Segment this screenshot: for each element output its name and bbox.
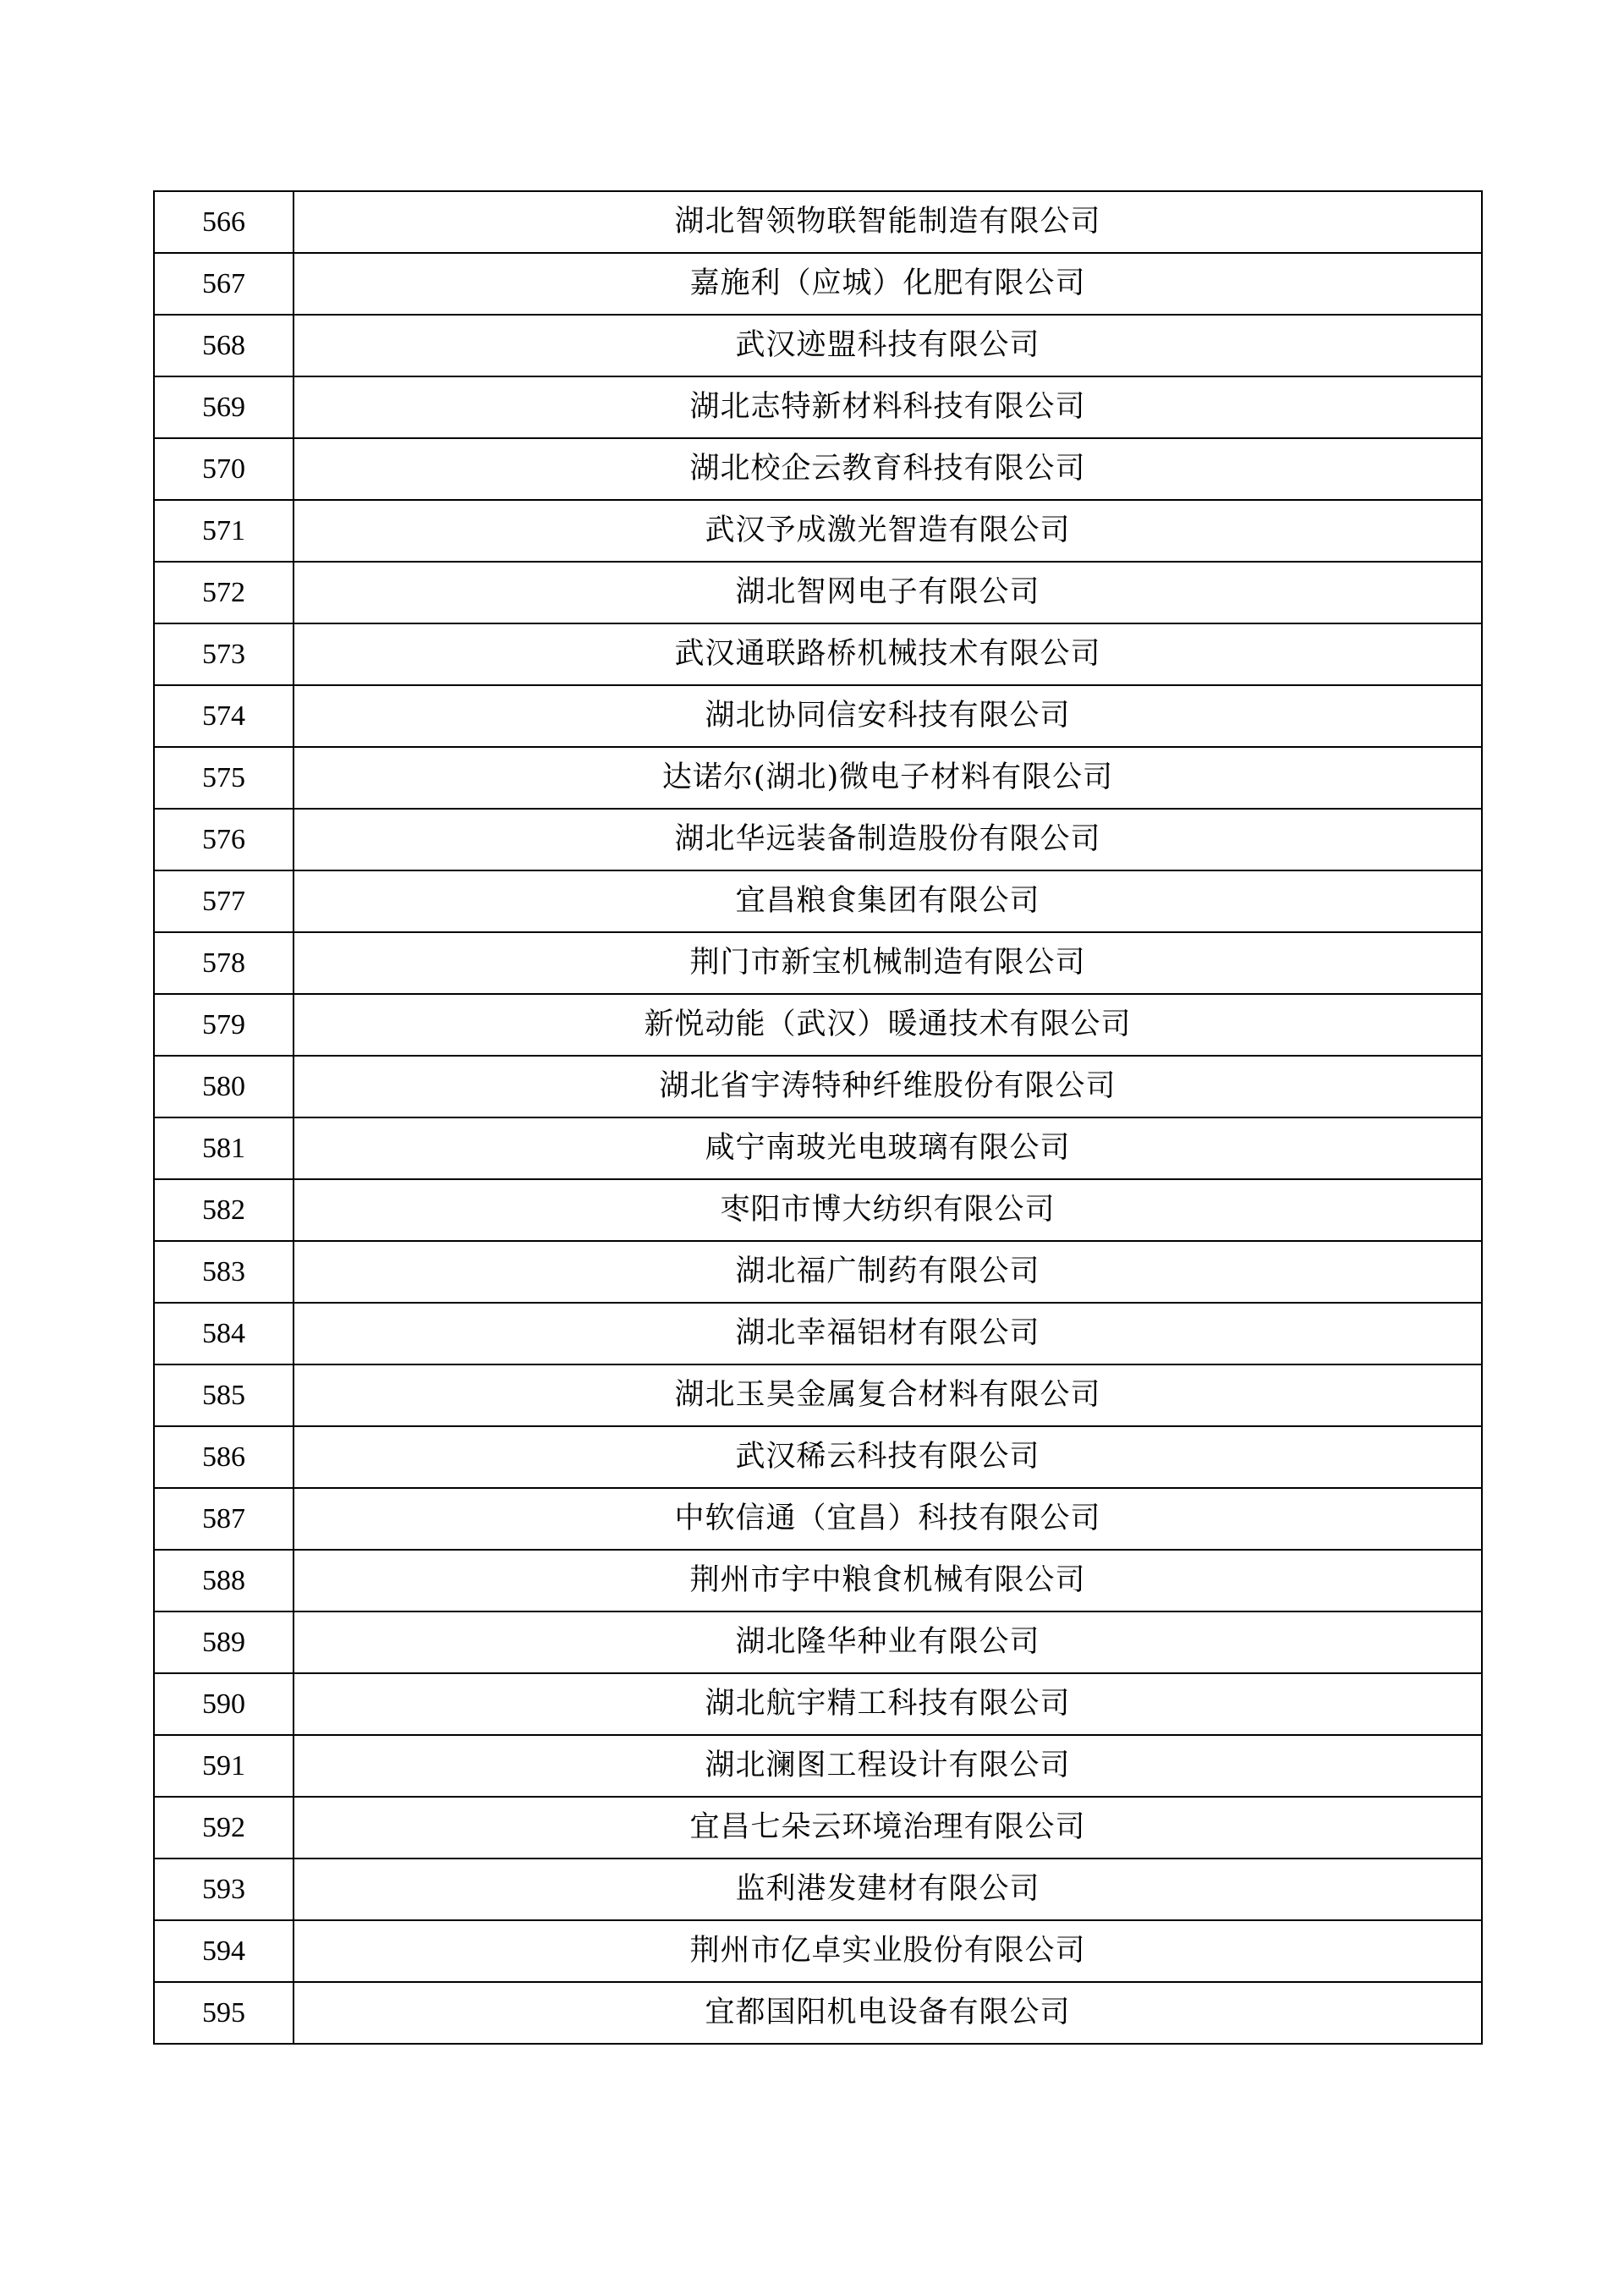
row-number-cell: 580 (154, 1056, 294, 1117)
table-row (154, 376, 1482, 438)
table-row (154, 1117, 1482, 1179)
company-name-cell: 湖北志特新材料科技有限公司 (294, 376, 1482, 438)
row-number-cell: 575 (154, 747, 294, 809)
company-name-cell: 湖北福广制药有限公司 (294, 1241, 1482, 1303)
row-number-cell: 570 (154, 438, 294, 500)
row-number-cell: 567 (154, 253, 294, 315)
company-name-cell: 荆门市新宝机械制造有限公司 (294, 932, 1482, 994)
company-name-cell: 达诺尔(湖北)微电子材料有限公司 (294, 747, 1482, 809)
row-number-cell: 587 (154, 1488, 294, 1550)
company-name-cell: 监利港发建材有限公司 (294, 1859, 1482, 1920)
table-row (154, 623, 1482, 685)
table-row (154, 1241, 1482, 1303)
table-row (154, 500, 1482, 562)
table-row (154, 1056, 1482, 1117)
company-name-cell: 湖北幸福铝材有限公司 (294, 1303, 1482, 1364)
table-row (154, 747, 1482, 809)
company-name-cell: 湖北华远装备制造股份有限公司 (294, 809, 1482, 870)
table-row (154, 562, 1482, 623)
table-row (154, 1611, 1482, 1673)
company-name-cell: 嘉施利（应城）化肥有限公司 (294, 253, 1482, 315)
row-number-cell: 571 (154, 500, 294, 562)
table-row (154, 1179, 1482, 1241)
row-number-cell: 592 (154, 1797, 294, 1859)
table-row (154, 994, 1482, 1056)
row-number-cell: 588 (154, 1550, 294, 1611)
table-row (154, 932, 1482, 994)
company-name-cell: 湖北航宇精工科技有限公司 (294, 1673, 1482, 1735)
table-row (154, 1982, 1482, 2044)
row-number-cell: 586 (154, 1426, 294, 1488)
row-number-cell: 589 (154, 1611, 294, 1673)
row-number-cell: 595 (154, 1982, 294, 2044)
row-number-cell: 566 (154, 191, 294, 253)
table-row (154, 191, 1482, 253)
table-row (154, 438, 1482, 500)
row-number-cell: 577 (154, 870, 294, 932)
row-number-cell: 594 (154, 1920, 294, 1982)
table-row (154, 1303, 1482, 1364)
row-number-cell: 583 (154, 1241, 294, 1303)
company-name-cell: 咸宁南玻光电玻璃有限公司 (294, 1117, 1482, 1179)
company-name-cell: 武汉稀云科技有限公司 (294, 1426, 1482, 1488)
row-number-cell: 574 (154, 685, 294, 747)
company-name-cell: 湖北玉昊金属复合材料有限公司 (294, 1364, 1482, 1426)
row-number-cell: 579 (154, 994, 294, 1056)
company-name-cell: 湖北智领物联智能制造有限公司 (294, 191, 1482, 253)
table-row (154, 1550, 1482, 1611)
company-name-cell: 宜都国阳机电设备有限公司 (294, 1982, 1482, 2044)
table-row (154, 1735, 1482, 1797)
table-row (154, 870, 1482, 932)
table-row (154, 253, 1482, 315)
table-row (154, 1797, 1482, 1859)
company-name-cell: 湖北协同信安科技有限公司 (294, 685, 1482, 747)
company-name-cell: 湖北智网电子有限公司 (294, 562, 1482, 623)
table-row (154, 1920, 1482, 1982)
company-name-cell: 宜昌七朵云环境治理有限公司 (294, 1797, 1482, 1859)
company-name-cell: 新悦动能（武汉）暖通技术有限公司 (294, 994, 1482, 1056)
company-name-cell: 武汉通联路桥机械技术有限公司 (294, 623, 1482, 685)
table-row (154, 1364, 1482, 1426)
company-name-cell: 湖北校企云教育科技有限公司 (294, 438, 1482, 500)
table-row (154, 315, 1482, 376)
company-name-cell: 枣阳市博大纺织有限公司 (294, 1179, 1482, 1241)
company-name-cell: 宜昌粮食集团有限公司 (294, 870, 1482, 932)
row-number-cell: 590 (154, 1673, 294, 1735)
table-row (154, 1673, 1482, 1735)
table-row (154, 1426, 1482, 1488)
company-name-cell: 湖北省宇涛特种纤维股份有限公司 (294, 1056, 1482, 1117)
company-name-cell: 湖北隆华种业有限公司 (294, 1611, 1482, 1673)
table-body (154, 191, 1482, 2044)
company-name-cell: 武汉予成激光智造有限公司 (294, 500, 1482, 562)
row-number-cell: 578 (154, 932, 294, 994)
table-row (154, 1488, 1482, 1550)
row-number-cell: 568 (154, 315, 294, 376)
company-list-table (153, 190, 1483, 2045)
row-number-cell: 585 (154, 1364, 294, 1426)
row-number-cell: 593 (154, 1859, 294, 1920)
row-number-cell: 591 (154, 1735, 294, 1797)
row-number-cell: 576 (154, 809, 294, 870)
row-number-cell: 581 (154, 1117, 294, 1179)
company-name-cell: 武汉迹盟科技有限公司 (294, 315, 1482, 376)
row-number-cell: 569 (154, 376, 294, 438)
row-number-cell: 582 (154, 1179, 294, 1241)
company-name-cell: 湖北澜图工程设计有限公司 (294, 1735, 1482, 1797)
row-number-cell: 584 (154, 1303, 294, 1364)
row-number-cell: 572 (154, 562, 294, 623)
table-row (154, 809, 1482, 870)
row-number-cell: 573 (154, 623, 294, 685)
company-name-cell: 荆州市亿卓实业股份有限公司 (294, 1920, 1482, 1982)
table-row (154, 1859, 1482, 1920)
company-name-cell: 中软信通（宜昌）科技有限公司 (294, 1488, 1482, 1550)
table-row (154, 685, 1482, 747)
company-name-cell: 荆州市宇中粮食机械有限公司 (294, 1550, 1482, 1611)
